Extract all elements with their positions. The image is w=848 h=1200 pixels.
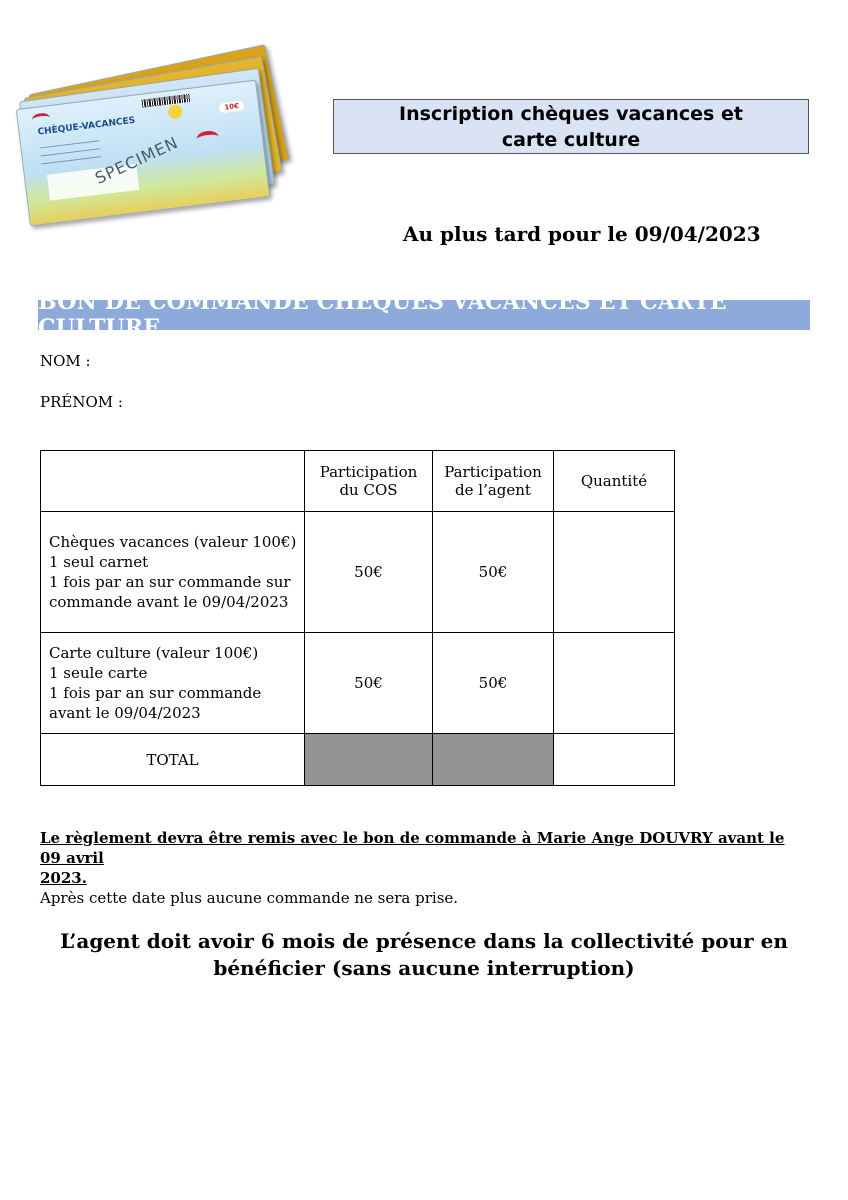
order-form-banner: BON DE COMMANDE CHÈQUES VACANCES ET CARTE CULTURE <box>38 300 810 330</box>
cheque-vacances-illustration <box>10 64 295 249</box>
total-label: TOTAL <box>41 734 305 786</box>
cheque-line <box>40 140 100 148</box>
product-cheques-vacances <box>41 512 305 633</box>
quantity-cell[interactable] <box>554 512 675 633</box>
cos-amount: 50€ <box>305 633 433 734</box>
header-agent-line-1: Participation <box>444 463 542 481</box>
total-agent-shaded <box>433 734 554 786</box>
header-agent-participation <box>433 451 554 512</box>
product-line: 1 seule carte <box>49 664 148 682</box>
product-line: 1 fois par an sur commande sur <box>49 573 291 591</box>
eligibility-condition <box>40 928 808 982</box>
agent-amount: 50€ <box>433 633 554 734</box>
total-quantity-cell[interactable] <box>554 734 675 786</box>
cheque-line <box>42 156 102 164</box>
table-header-empty <box>41 451 305 512</box>
prenom-field-label: PRÉNOM : <box>40 393 123 411</box>
page-title-line-1: Inscription chèques vacances et <box>399 102 743 125</box>
header-cos-participation <box>305 451 433 512</box>
header-cos-line-1: Participation <box>319 463 418 481</box>
sun-icon <box>167 104 183 120</box>
order-table <box>40 450 675 786</box>
page-title-line-2: carte culture <box>501 128 641 151</box>
product-line: 1 seul carnet <box>49 553 149 571</box>
barcode-icon <box>142 94 191 108</box>
payment-line-1: Le règlement devra être remis avec le bon de commande à Marie Ange DOUVRY avant le 09 avril <box>40 829 785 867</box>
product-line: Chèques vacances (valeur 100€) <box>49 533 297 551</box>
product-carte-culture <box>41 633 305 734</box>
header-cos-line-2: du COS <box>339 481 398 499</box>
table-header-row <box>41 451 675 512</box>
nom-field-label: NOM : <box>40 352 91 370</box>
table-row <box>41 512 675 633</box>
cheque-line <box>41 148 101 156</box>
cheque-title: CHÈQUE-VACANCES <box>37 115 136 138</box>
cos-amount: 50€ <box>305 512 433 633</box>
condition-line-2: bénéficier (sans aucune interruption) <box>213 956 635 980</box>
ancv-logo-icon <box>31 112 50 125</box>
table-row <box>41 633 675 734</box>
payment-line-2: 2023. <box>40 869 87 887</box>
page-title-box <box>333 99 809 154</box>
deadline-notice: Après cette date plus aucune commande ne sera prise. <box>40 889 459 907</box>
condition-line-1: L’agent doit avoir 6 mois de présence dans la collectivité pour en <box>60 929 788 953</box>
specimen-stamp: SPECIMEN <box>92 132 182 188</box>
total-cos-shaded <box>305 734 433 786</box>
deadline-text: Au plus tard pour le 09/04/2023 <box>403 222 761 246</box>
quantity-cell[interactable] <box>554 633 675 734</box>
product-line: Carte culture (valeur 100€) <box>49 644 259 662</box>
header-agent-line-2: de l’agent <box>455 481 531 499</box>
payment-instructions <box>40 828 800 888</box>
product-line: 1 fois par an sur commande <box>49 684 262 702</box>
ancv-bird-icon <box>196 130 220 147</box>
total-row <box>41 734 675 786</box>
product-line: commande avant le 09/04/2023 <box>49 593 289 611</box>
header-quantity: Quantité <box>554 451 675 512</box>
agent-amount: 50€ <box>433 512 554 633</box>
cheque-value: 10€ <box>219 100 245 113</box>
product-line: avant le 09/04/2023 <box>49 704 201 722</box>
